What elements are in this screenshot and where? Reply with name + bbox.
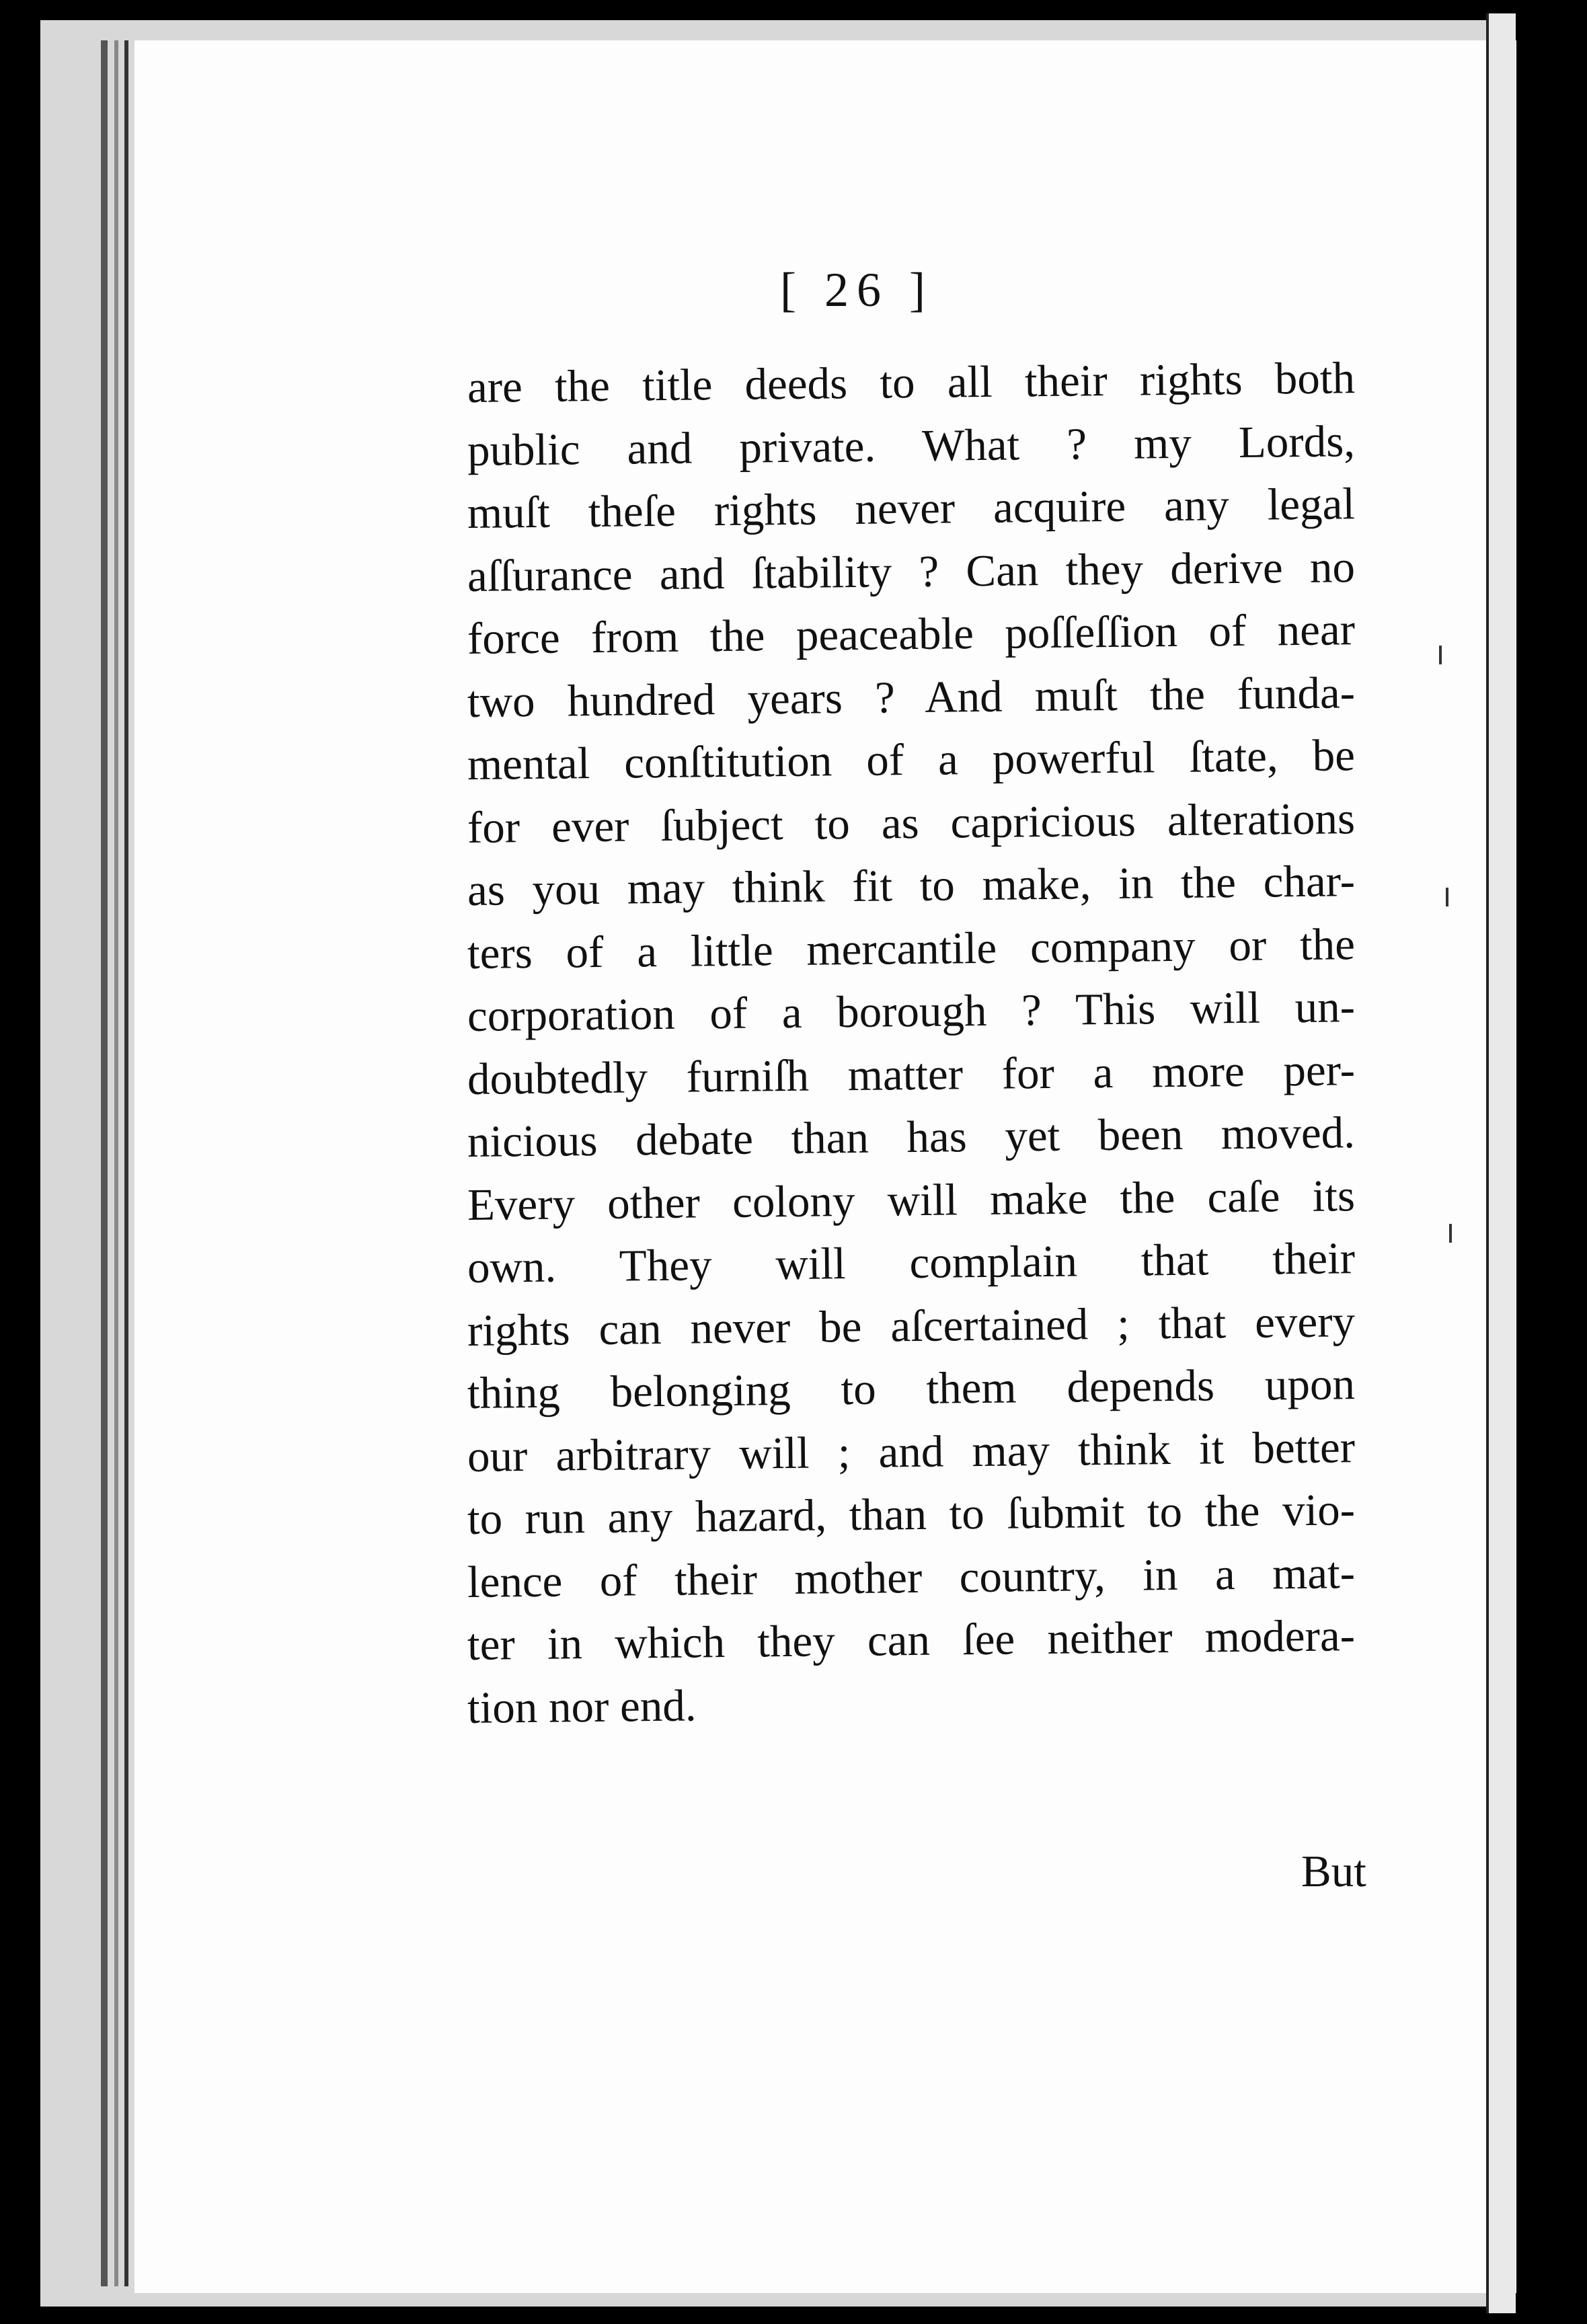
text-line: public and private. What ? my Lords, bbox=[467, 416, 1356, 475]
page-edge-stripe bbox=[101, 40, 108, 2286]
text-line: thing belonging to them depends upon bbox=[467, 1359, 1356, 1418]
text-line: as you may think fit to make, in the char- bbox=[467, 856, 1356, 915]
text-line: nicious debate than has yet been moved. bbox=[467, 1108, 1356, 1167]
text-line: force from the peaceable poſſeſſion of near bbox=[467, 605, 1356, 664]
facing-page-edge bbox=[1486, 13, 1516, 2313]
catchword: But bbox=[1301, 1847, 1366, 1896]
text-line: ters of a little mercantile company or the bbox=[467, 919, 1356, 978]
text-line: to run any hazard, than to ſubmit to the vio- bbox=[467, 1485, 1356, 1544]
text-line: mental conſtitution of a powerful ſtate, be bbox=[467, 730, 1356, 789]
page-number: [ 26 ] bbox=[780, 263, 933, 317]
text-line: doubtedly furniſh matter for a more per- bbox=[467, 1044, 1356, 1104]
text-line: our arbitrary will ; and may think it better bbox=[467, 1422, 1356, 1481]
margin-mark bbox=[1449, 1224, 1452, 1243]
text-line: muſt theſe rights never acquire any legal bbox=[467, 479, 1356, 538]
text-line: Every other colony will make the caſe its bbox=[467, 1170, 1356, 1230]
page-edge-stripe bbox=[124, 40, 128, 2286]
text-line: are the title deeds to all their rights both bbox=[467, 353, 1356, 412]
text-line: aſſurance and ſtability ? Can they derive no bbox=[467, 541, 1356, 601]
text-line: corporation of a borough ? This will un- bbox=[467, 982, 1356, 1041]
text-line: tion nor end. bbox=[467, 1680, 697, 1733]
margin-mark bbox=[1439, 646, 1442, 664]
scan-border bbox=[1520, 0, 1587, 2324]
body-text bbox=[467, 353, 1356, 1740]
margin-mark bbox=[1446, 888, 1448, 906]
text-line: own. They will complain that their bbox=[467, 1233, 1356, 1292]
text-line: ter in which they can ſee neither modera- bbox=[467, 1611, 1356, 1670]
page-edge-stripe bbox=[114, 40, 118, 2286]
text-line: two hundred years ? And muſt the funda- bbox=[467, 667, 1356, 727]
text-line: rights can never be aſcertained ; that every bbox=[467, 1296, 1356, 1356]
text-line: lence of their mother country, in a mat- bbox=[467, 1547, 1356, 1607]
text-line: for ever ſubject to as capricious alterations bbox=[467, 793, 1356, 853]
